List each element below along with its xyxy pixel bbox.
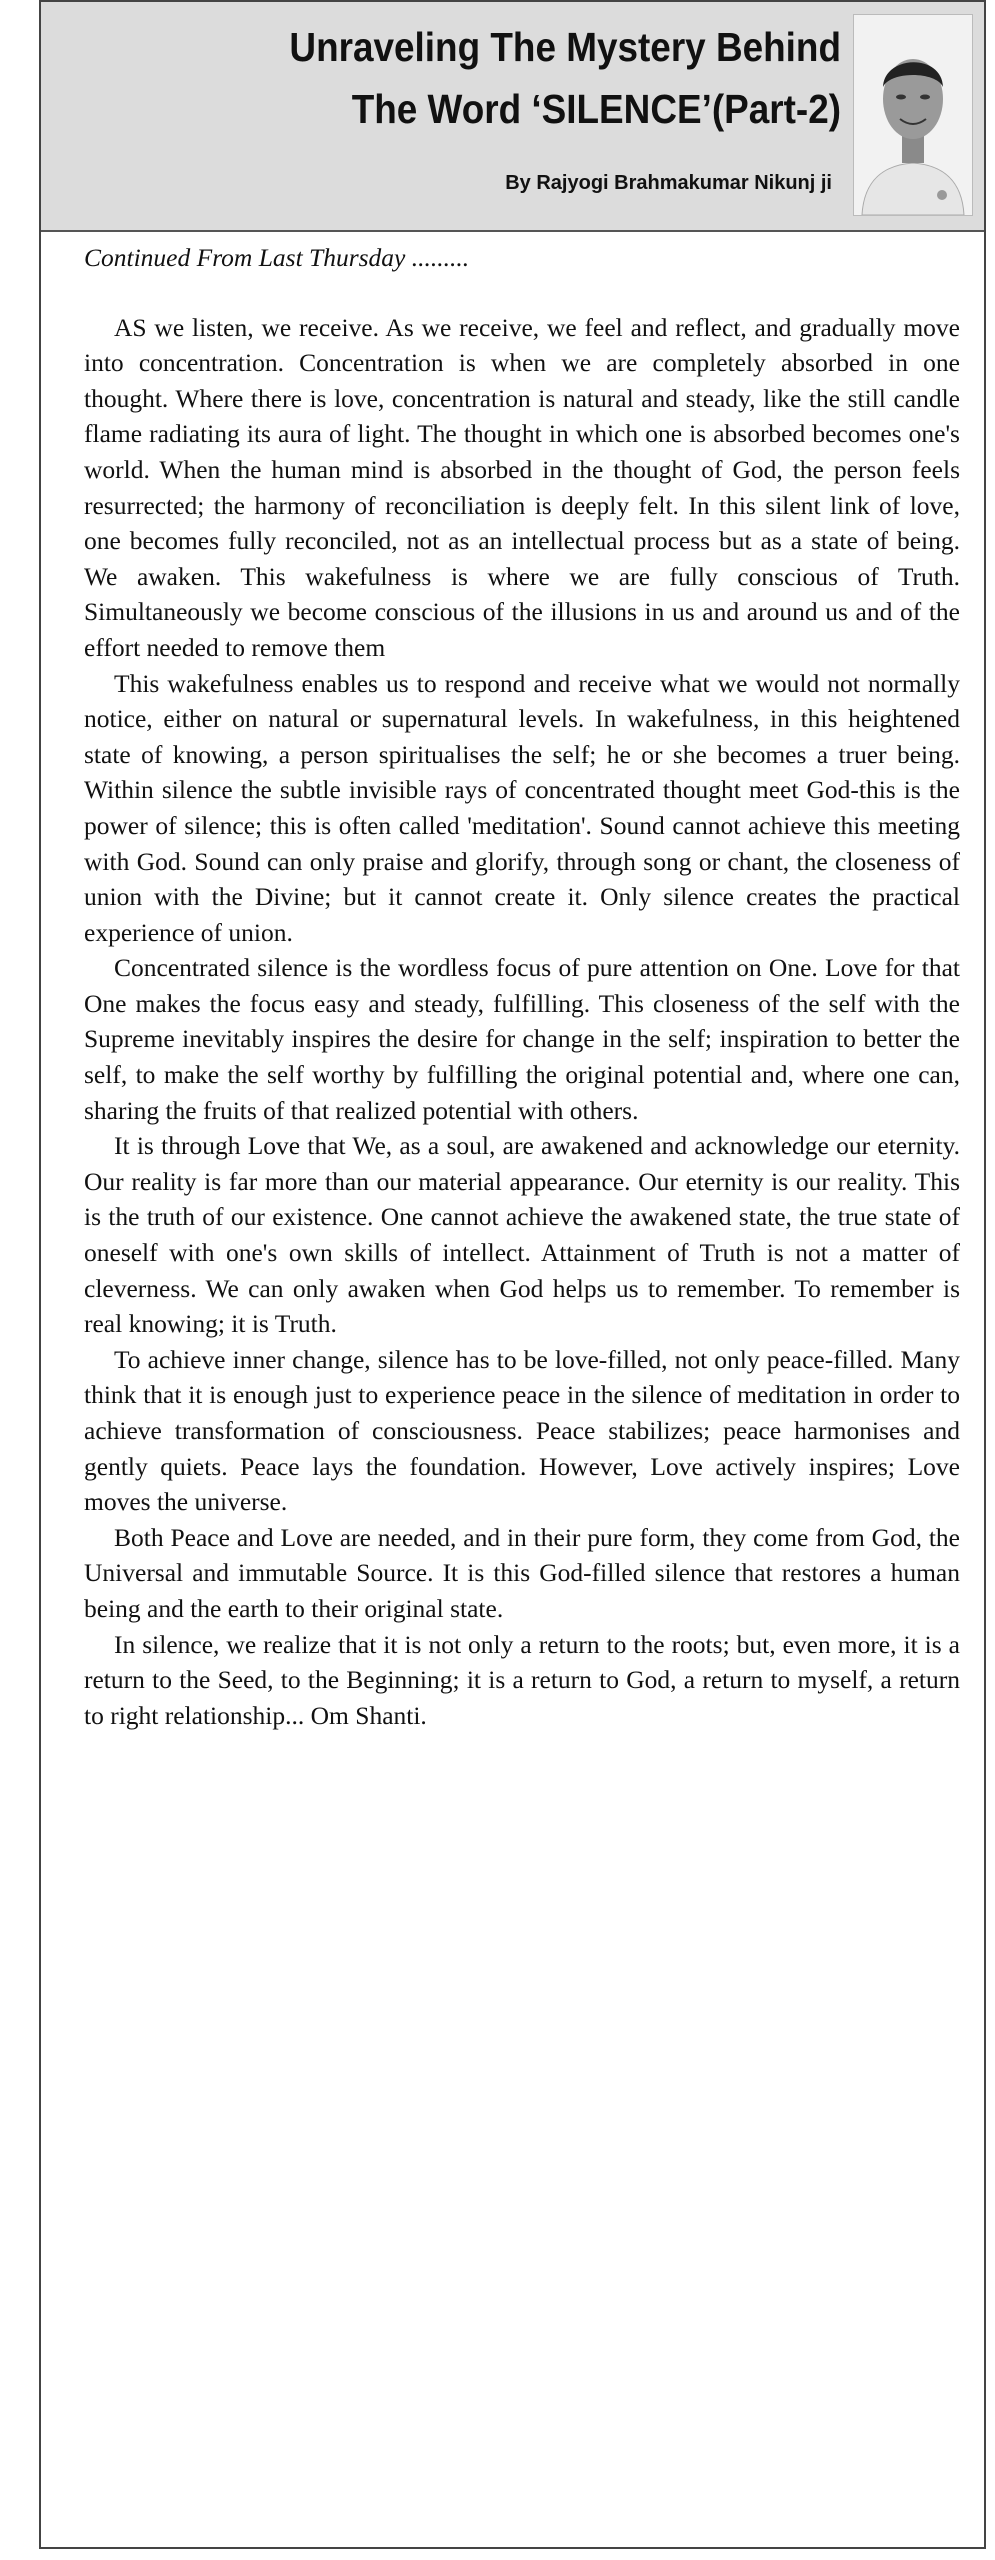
paragraph-2: This wakefulness enables us to respond and receive what we would not normally notice, either on natural or supernatural levels. In wakefulness, in this heightened state of knowing, a person spiritualises the self; he or she becomes a truer being. Within silence the subtle invisible rays of concentrated thought meet God-this is the power of silence; this is often called 'meditation'. Sound cannot achieve this meeting with God. Sound can only praise and glorify, through song or chant, the closeness of union with the Divine; but it cannot create it. Only silence creates the practical experience of union. — [84, 668, 960, 947]
title-line-1: Unraveling The Mystery Behind — [289, 24, 841, 70]
paragraph-4: It is through Love that We, as a soul, are awakened and acknowledge our eternity. Our reality is far more than our material appearance. Our eternity is our reality. This is the truth of our existence. One cannot achieve the awakened state, the true state of oneself with one's own skills of intellect. Attainment of Truth is not a matter of cleverness. We can only awaken when God helps us to remember. To remember is real knowing; it is Truth. — [84, 1131, 960, 1339]
paragraph-6: Both Peace and Love are needed, and in their pure form, they come from God, the Universal and immutable Source. It is this God-filled silence that restores a human being and the earth to their original state. — [84, 1522, 960, 1623]
title-line-2: The Word ‘SILENCE’(Part-2) — [351, 86, 841, 132]
continued-note: Continued From Last Thursday ......... — [84, 243, 470, 272]
paragraph-5: To achieve inner change, silence has to be love-filled, not only peace-filled. Many think that it is enough just to experience peace in the silence of meditation in order to achieve transformation of consciousness. Peace stabilizes; peace harmonises and gently quiets. Peace lays the foundation. However, Love actively inspires; Love moves the universe. — [84, 1344, 960, 1517]
author-byline: By Rajyogi Brahmakumar Nikunj ji — [505, 172, 832, 194]
paragraph-3: Concentrated silence is the wordless focus of pure attention on One. Love for that One makes the focus easy and steady, fulfilling. This closeness of the self with the Supreme inevitably inspires the desire for change in the self; inspiration to better the self, to make the self worthy by fulfilling the original potential and, where one can, sharing the fruits of that realized potential with others. — [84, 953, 960, 1125]
author-photo — [853, 14, 973, 216]
paragraph-1: AS we listen, we receive. As we receive, we feel and reflect, and gradually move into concentration. Concentration is when we are completely absorbed in one thought. Where there is love, concentration is natural and steady, like the still candle flame radiating its aura of light. The thought in which one is absorbed becomes one's world. When the human mind is absorbed in the thought of God, the person feels resurrected; the harmony of reconciliation is deeply felt. In this silent link of love, one becomes fully reconciled, not as an intellectual process but as a state of being. We awaken. This wakefulness is where we are fully conscious of Truth. Simultaneously we become conscious of the illusions in us and around us and of the effort needed to remove them — [84, 312, 960, 662]
article-frame — [39, 0, 986, 2549]
article-header — [41, 2, 984, 232]
paragraph-7: In silence, we realize that it is not only a return to the roots; but, even more, it is a return to the Seed, to the Beginning; it is a return to God, a return to myself, a return to right relationship... Om Shanti. — [84, 1629, 960, 1730]
article-body — [84, 240, 960, 1733]
article-title — [130, 16, 841, 140]
